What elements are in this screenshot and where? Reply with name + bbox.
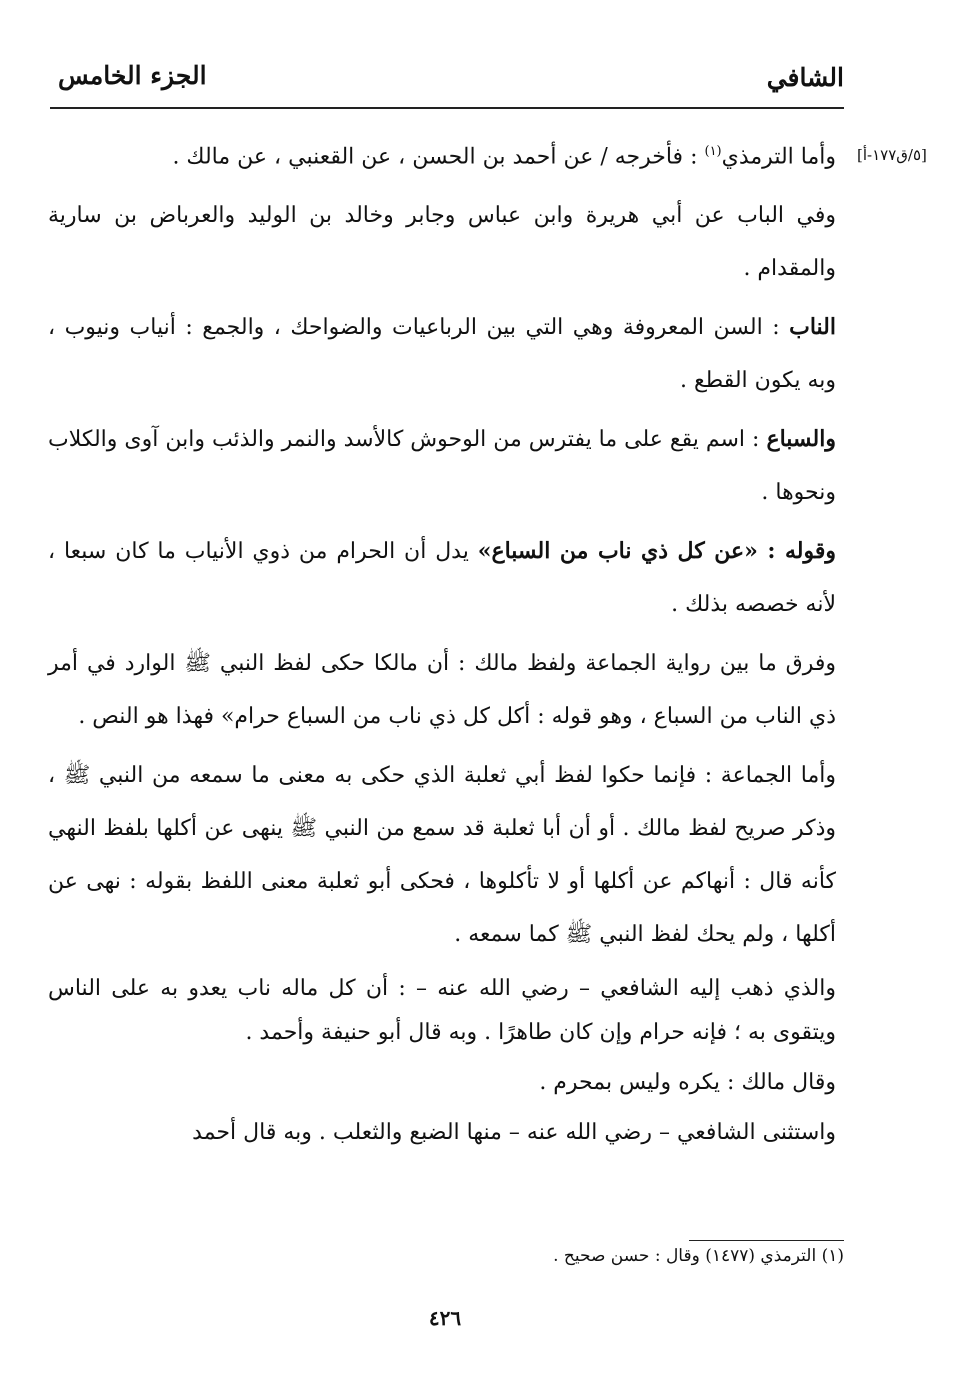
footnotes — [64, 1246, 844, 1266]
defined-term: وقوله : «عن كل ذي ناب من السباع» — [477, 538, 836, 565]
running-header — [50, 55, 844, 109]
page-number: ٤٢٦ — [428, 1306, 462, 1330]
paragraph: وفرق ما بين رواية الجماعة ولفظ مالك : أن مالكا حكى لفظ النبي ﷺ الوارد في أمر ذي الناب من السباع ، وهو قوله : أكل كل ذي ناب من السباع حرام» فهذا هو النص . — [48, 651, 836, 730]
paragraph: وقال مالك : يكره وليس بمحرم . — [539, 1070, 836, 1096]
paragraph-text: : فأخرجه / عن أحمد بن الحسن ، عن القعنبي ، عن مالك . — [172, 144, 705, 170]
paragraph: واستثنى الشافعي – رضي الله عنه – منها الضبع والثعلب . وبه قال أحمد — [192, 1120, 836, 1146]
paragraph-text: وأما الترمذي — [721, 144, 836, 170]
footnote: (١) الترمذي (١٤٧٧) وقال : حسن صحيح . — [553, 1246, 844, 1266]
footnote-ref: (١) — [704, 144, 722, 159]
paragraph — [48, 301, 836, 407]
volume-title: الجزء الخامس — [58, 61, 207, 90]
paragraph-text: : السن المعروفة وهي التي بين الرباعيات والضواحك ، والجمع : أنياب ونيوب ، وبه يكون القطع . — [48, 315, 836, 394]
manuscript-margin-note: [٥/ق١٧٧-أ] — [857, 146, 927, 164]
paragraph: وأما الجماعة : فإنما حكوا لفظ أبي ثعلبة الذي حكى به معنى ما سمعه من النبي ﷺ ، وذكر صريح لفظ مالك . أو أن أبا ثعلبة قد سمع من النبي ﷺ ينهى عن أكلها بلفظ النهي كأنه قال : أنهاكم عن أكلها أو لا تأكلوها ، فحكى أبو ثعلبة معنى اللفظ بقوله : نهى عن أكلها ، ولم يحك لفظ النبي ﷺ كما سمعه . — [48, 763, 836, 948]
paragraph — [48, 525, 836, 631]
defined-term: والسباع — [766, 426, 836, 453]
footnote-divider — [689, 1240, 844, 1241]
main-text — [48, 125, 836, 1161]
paragraph — [48, 413, 836, 519]
book-title: الشافي — [766, 63, 844, 92]
paragraph-text: يدل أن الحرام من ذوي الأنياب ما كان سبعا ، لأنه خصصه بذلك . — [48, 539, 836, 618]
paragraph: وفي الباب عن أبي هريرة وابن عباس وجابر وخالد بن الوليد والعرباض بن سارية والمقدام . — [48, 203, 836, 282]
defined-term: الناب — [789, 314, 836, 341]
paragraph: والذي ذهب إليه الشافعي – رضي الله عنه – : أن كل ماله ناب يعدو به على الناس ويتقوى به ؛ فإنه حرام وإن كان طاهرًا . وبه قال أبو حنيفة وأحمد . — [48, 976, 836, 1046]
paragraph-text: : اسم يقع على ما يفترس من الوحوش كالأسد والنمر والذئب وابن آوى والكلاب ونحوها . — [47, 427, 836, 506]
paragraph — [48, 125, 836, 183]
